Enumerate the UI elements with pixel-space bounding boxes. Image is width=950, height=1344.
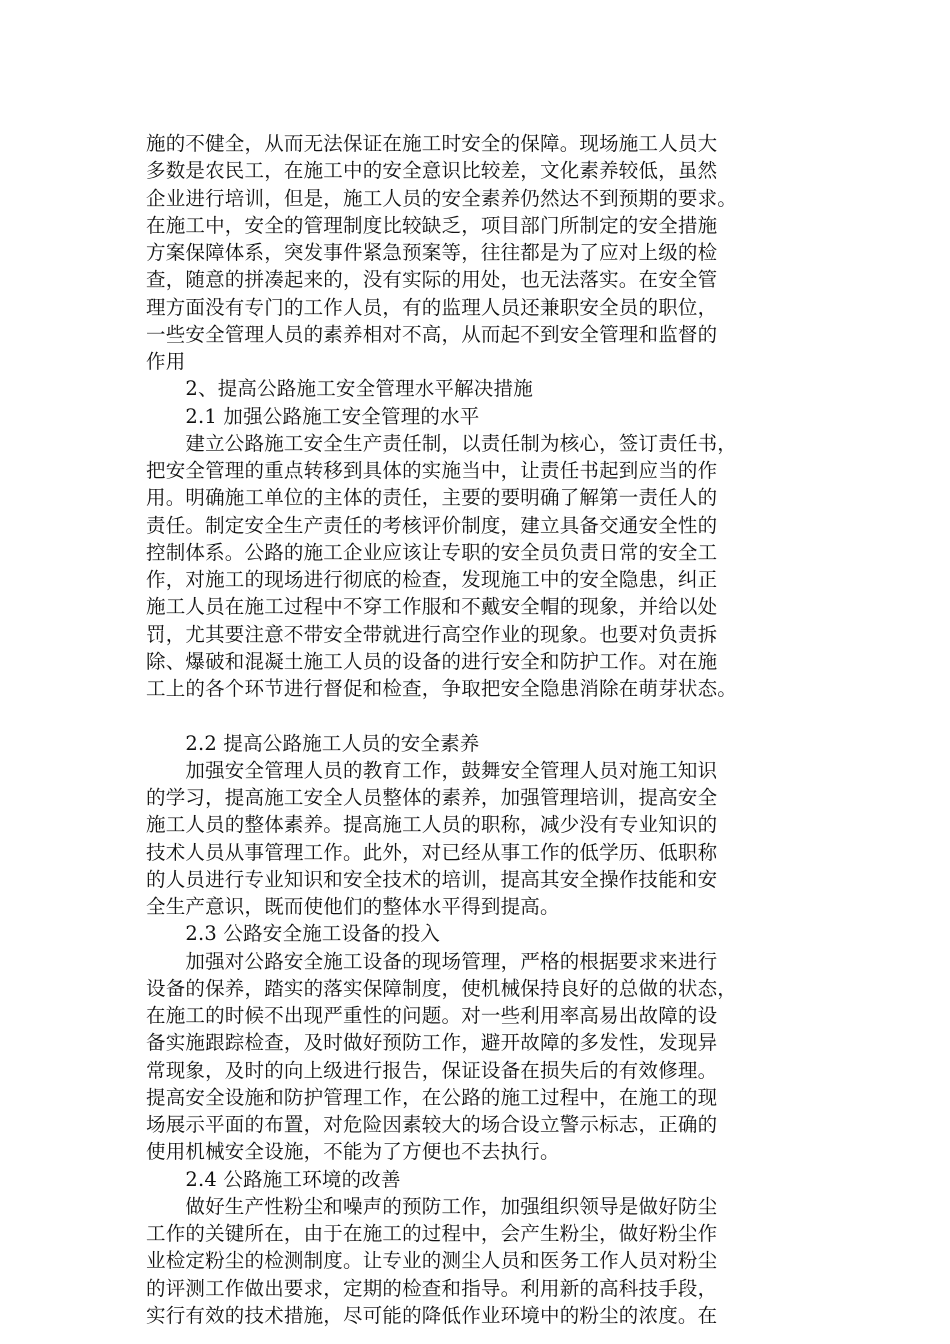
text-line: 2、提高公路施工安全管理水平解决措施 xyxy=(146,377,533,401)
text-line: 方案保障体系，突发事件紧急预案等，往往都是为了应对上级的检 xyxy=(146,241,718,264)
text-line: 业检定粉尘的检测制度。让专业的测尘人员和医务工作人员对粉尘 xyxy=(146,1249,718,1273)
text-line: 加强对公路安全施工设备的现场管理，严格的根据要求来进行 xyxy=(146,949,718,973)
text-line: 2.4 公路施工环境的改善 xyxy=(146,1167,401,1191)
text-line: 设备的保养，踏实的落实保障制度，使机械保持良好的总做的状态， xyxy=(146,976,738,1000)
text-line: 施工人员的整体素养。提高施工人员的职称，减少没有专业知识的 xyxy=(146,813,718,837)
text-line: 用。明确施工单位的主体的责任，主要的要明确了解第一责任人的 xyxy=(146,486,718,510)
text-line: 作，对施工的现场进行彻底的检查，发现施工中的安全隐患，纠正 xyxy=(146,568,718,591)
text-line: 责任。制定安全生产责任的考核评价制度，建立具备交通安全性的 xyxy=(146,513,718,537)
text-line: 施工人员在施工过程中不穿工作服和不戴安全帽的现象，并给以处 xyxy=(146,595,718,619)
text-line: 实行有效的技术措施，尽可能的降低作业环境中的粉尘的浓度。在 xyxy=(146,1303,718,1327)
text-line: 罚，尤其要注意不带安全带就进行高空作业的现象。也要对负责拆 xyxy=(146,622,718,646)
text-line: 作用 xyxy=(146,350,186,373)
text-line: 2.3 公路安全施工设备的投入 xyxy=(146,922,441,946)
text-line: 查，随意的拼凑起来的，没有实际的用处，也无法落实。在安全管 xyxy=(146,268,718,292)
text-line: 把安全管理的重点转移到具体的实施当中，让责任书起到应当的作 xyxy=(146,459,718,482)
text-line: 在施工的时候不出现严重性的问题。对一些利用率高易出故障的设 xyxy=(146,1004,718,1027)
text-line: 的评测工作做出要求，定期的检查和指导。利用新的高科技手段， xyxy=(146,1276,718,1300)
text-line: 常现象，及时的向上级进行报告，保证设备在损失后的有效修理。 xyxy=(146,1058,718,1082)
text-line: 工上的各个环节进行督促和检查，争取把安全隐患消除在萌芽状态。 xyxy=(146,677,738,700)
text-line: 的学习，提高施工安全人员整体的素养，加强管理培训，提高安全 xyxy=(146,786,718,809)
text-line: 使用机械安全设施，不能为了方便也不去执行。 xyxy=(146,1140,560,1164)
text-line: 一些安全管理人员的素养相对不高，从而起不到安全管理和监督的 xyxy=(146,322,718,346)
text-line: 备实施跟踪检查，及时做好预防工作，避开故障的多发性，发现异 xyxy=(146,1031,718,1055)
text-line: 2.1 加强公路施工安全管理的水平 xyxy=(146,404,480,428)
text-line: 提高安全设施和防护管理工作，在公路的施工过程中，在施工的现 xyxy=(146,1085,718,1109)
text-line: 做好生产性粉尘和噪声的预防工作，加强组织领导是做好防尘 xyxy=(146,1194,718,1218)
text-line: 建立公路施工安全生产责任制，以责任制为核心，签订责任书， xyxy=(146,431,738,455)
text-line: 施的不健全，从而无法保证在施工时安全的保障。现场施工人员大 xyxy=(146,132,718,155)
text-line: 技术人员从事管理工作。此外，对已经从事工作的低学历、低职称 xyxy=(146,840,718,864)
text-line: 多数是农民工，在施工中的安全意识比较差，文化素养较低，虽然 xyxy=(146,159,718,183)
text-line: 加强安全管理人员的教育工作，鼓舞安全管理人员对施工知识 xyxy=(146,758,718,782)
text-line: 控制体系。公路的施工企业应该让专职的安全员负责日常的安全工 xyxy=(146,540,718,564)
text-line: 企业进行培训，但是，施工人员的安全素养仍然达不到预期的要求。 xyxy=(146,186,738,210)
text-line: 工作的关键所在，由于在施工的过程中，会产生粉尘，做好粉尘作 xyxy=(146,1222,718,1245)
text-line: 在施工中，安全的管理制度比较缺乏，项目部门所制定的安全措施 xyxy=(146,213,718,237)
text-line: 除、爆破和混凝土施工人员的设备的进行安全和防护工作。对在施 xyxy=(146,649,718,673)
text-line: 理方面没有专门的工作人员，有的监理人员还兼职安全员的职位， xyxy=(146,295,718,319)
text-line: 2.2 提高公路施工人员的安全素养 xyxy=(146,731,480,755)
text-line: 的人员进行专业知识和安全技术的培训，提高其安全操作技能和安 xyxy=(146,867,718,891)
text-line: 场展示平面的布置，对危险因素较大的场合设立警示标志，正确的 xyxy=(146,1113,718,1136)
text-line: 全生产意识，既而使他们的整体水平得到提高。 xyxy=(146,895,560,918)
